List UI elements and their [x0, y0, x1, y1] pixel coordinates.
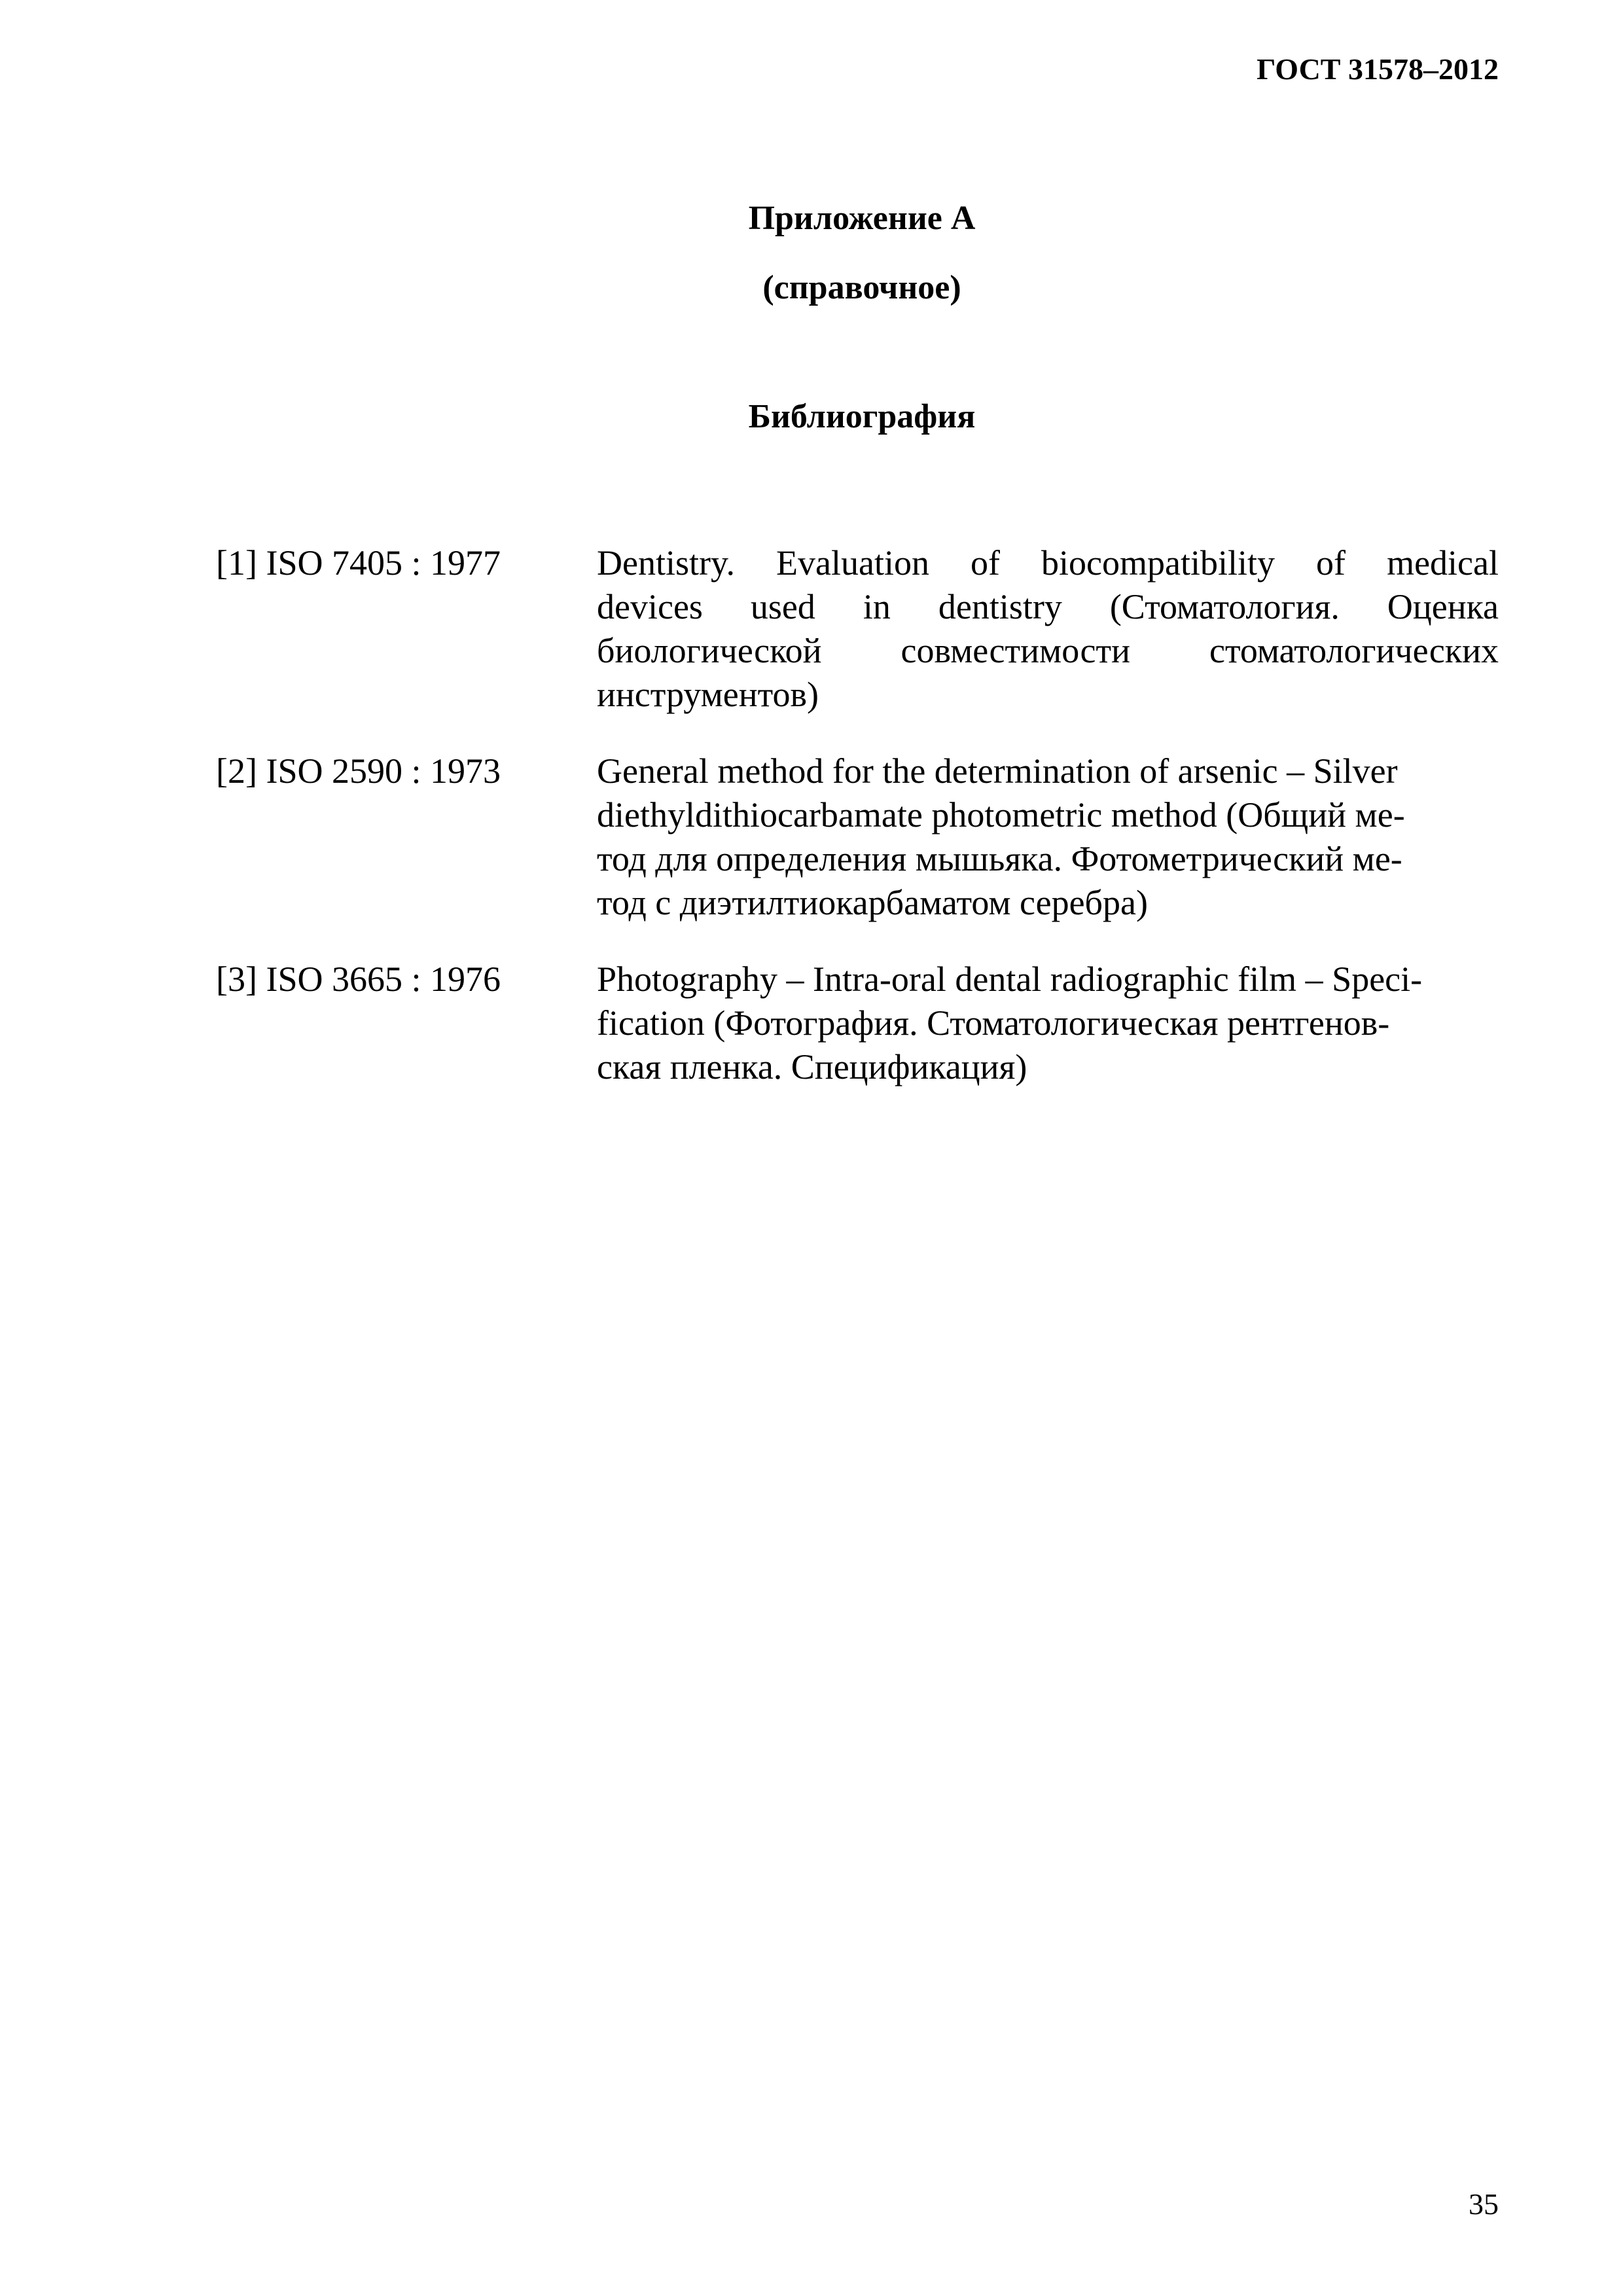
appendix-subtitle: (справочное) — [762, 269, 961, 306]
bibliography-description — [597, 541, 1499, 717]
bibliography-entry-1 — [216, 541, 1499, 717]
description-line: биологической совместимости стоматологических — [597, 631, 1499, 670]
bibliography-heading: Библиография — [748, 398, 976, 435]
bibliography-entry-2 — [216, 749, 1499, 925]
bibliography-ref: [3] ISO 3665 : 1976 — [216, 960, 501, 999]
bibliography-description — [597, 749, 1499, 925]
page-number: 35 — [1469, 2187, 1499, 2221]
description-line: General method for the determination of arsenic – Silver — [597, 751, 1398, 791]
bibliography-entry-3 — [216, 958, 1499, 1089]
description-line: fication (Фотография. Стоматологическая рентгенов- — [597, 1003, 1390, 1043]
description-line: Photography – Intra-oral dental radiographic film – Speci- — [597, 960, 1423, 999]
description-line: devices used in dentistry (Стоматология. Оценка — [597, 587, 1499, 626]
appendix-title: Приложение А — [748, 200, 976, 237]
description-line: diethyldithiocarbamate photometric method (Общий ме- — [597, 795, 1405, 834]
bibliography-description — [597, 958, 1499, 1089]
description-line: тод с диэтилтиокарбаматом серебра) — [597, 883, 1148, 922]
description-line: ская пленка. Спецификация) — [597, 1047, 1027, 1086]
description-line: Dentistry. Evaluation of biocompatibility of medical — [597, 543, 1499, 583]
bibliography-ref: [2] ISO 2590 : 1973 — [216, 751, 501, 791]
bibliography-ref: [1] ISO 7405 : 1977 — [216, 543, 501, 583]
description-line: тод для определения мышьяка. Фотометрический ме- — [597, 839, 1402, 878]
description-line: инструментов) — [597, 675, 819, 714]
bibliography-list — [216, 541, 1499, 1122]
document-code: ГОСТ 31578–2012 — [1257, 52, 1499, 86]
